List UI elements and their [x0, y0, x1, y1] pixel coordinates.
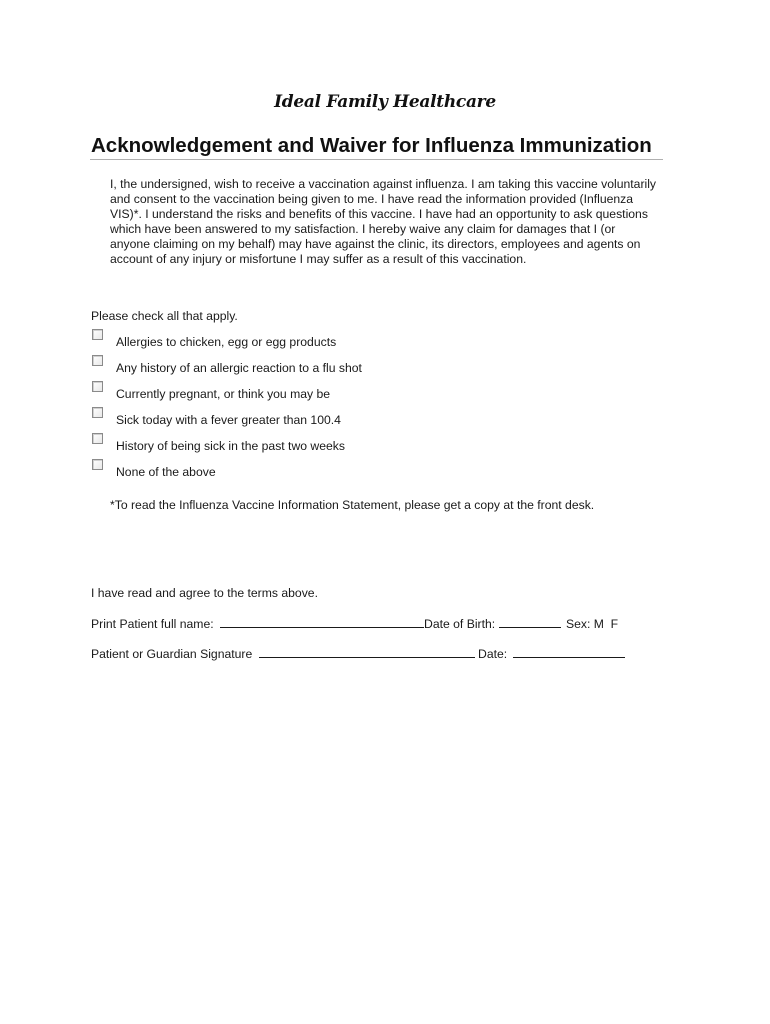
- waiver-paragraph: I, the undersigned, wish to receive a vaccination against influenza. I am taking this vaccine voluntarily and consent to the vaccination being given to me. I have read the information provided (Influenza VIS)*. I understand the risks and benefits of this vaccine. I have had an opportunity to ask questions which have been answered to my satisfaction. I hereby waive any claim for damages that I (or anyone claiming on my behalf) may have against the clinic, its directors, employees and agents on account of any injury or misfortune I may suffer as a result of this vaccination.: [110, 177, 657, 266]
- date-label: Date:: [478, 647, 508, 661]
- checkbox-egg-allergy[interactable]: [92, 329, 103, 340]
- checkbox-flu-shot-reaction[interactable]: [92, 355, 103, 366]
- agreement-statement: I have read and agree to the terms above.: [91, 586, 318, 600]
- patient-name-field[interactable]: [220, 616, 424, 628]
- signature-label: Patient or Guardian Signature: [91, 647, 253, 661]
- checkbox-recent-illness[interactable]: [92, 433, 103, 444]
- checklist-item-label: Currently pregnant, or think you may be: [116, 387, 331, 401]
- checklist-item-label: Sick today with a fever greater than 100.4: [116, 413, 341, 427]
- patient-info-line: [91, 616, 618, 631]
- document-title: Acknowledgement and Waiver for Influenza Immunization: [91, 134, 652, 157]
- checkbox-pregnant[interactable]: [92, 381, 103, 392]
- checklist-item-label: History of being sick in the past two weeks: [116, 439, 345, 453]
- checklist-item-label: Any history of an allergic reaction to a flu shot: [116, 361, 362, 375]
- dob-field[interactable]: [499, 616, 561, 628]
- checkbox-none[interactable]: [92, 459, 103, 470]
- signature-field[interactable]: [259, 646, 475, 658]
- checklist-item-label: Allergies to chicken, egg or egg products: [116, 335, 337, 349]
- checklist-item-label: None of the above: [116, 465, 216, 479]
- checkbox-fever[interactable]: [92, 407, 103, 418]
- vis-footnote: *To read the Influenza Vaccine Information Statement, please get a copy at the front desk.: [110, 498, 595, 512]
- title-underline-rule: [90, 159, 663, 160]
- sex-label: Sex: M F: [565, 617, 619, 631]
- signature-line: [91, 646, 625, 661]
- checklist-prompt: Please check all that apply.: [91, 309, 238, 323]
- date-field[interactable]: [513, 646, 625, 658]
- dob-label: Date of Birth:: [424, 617, 496, 631]
- organization-name: Ideal Family Healthcare: [274, 92, 496, 112]
- patient-name-label: Print Patient full name:: [91, 617, 214, 631]
